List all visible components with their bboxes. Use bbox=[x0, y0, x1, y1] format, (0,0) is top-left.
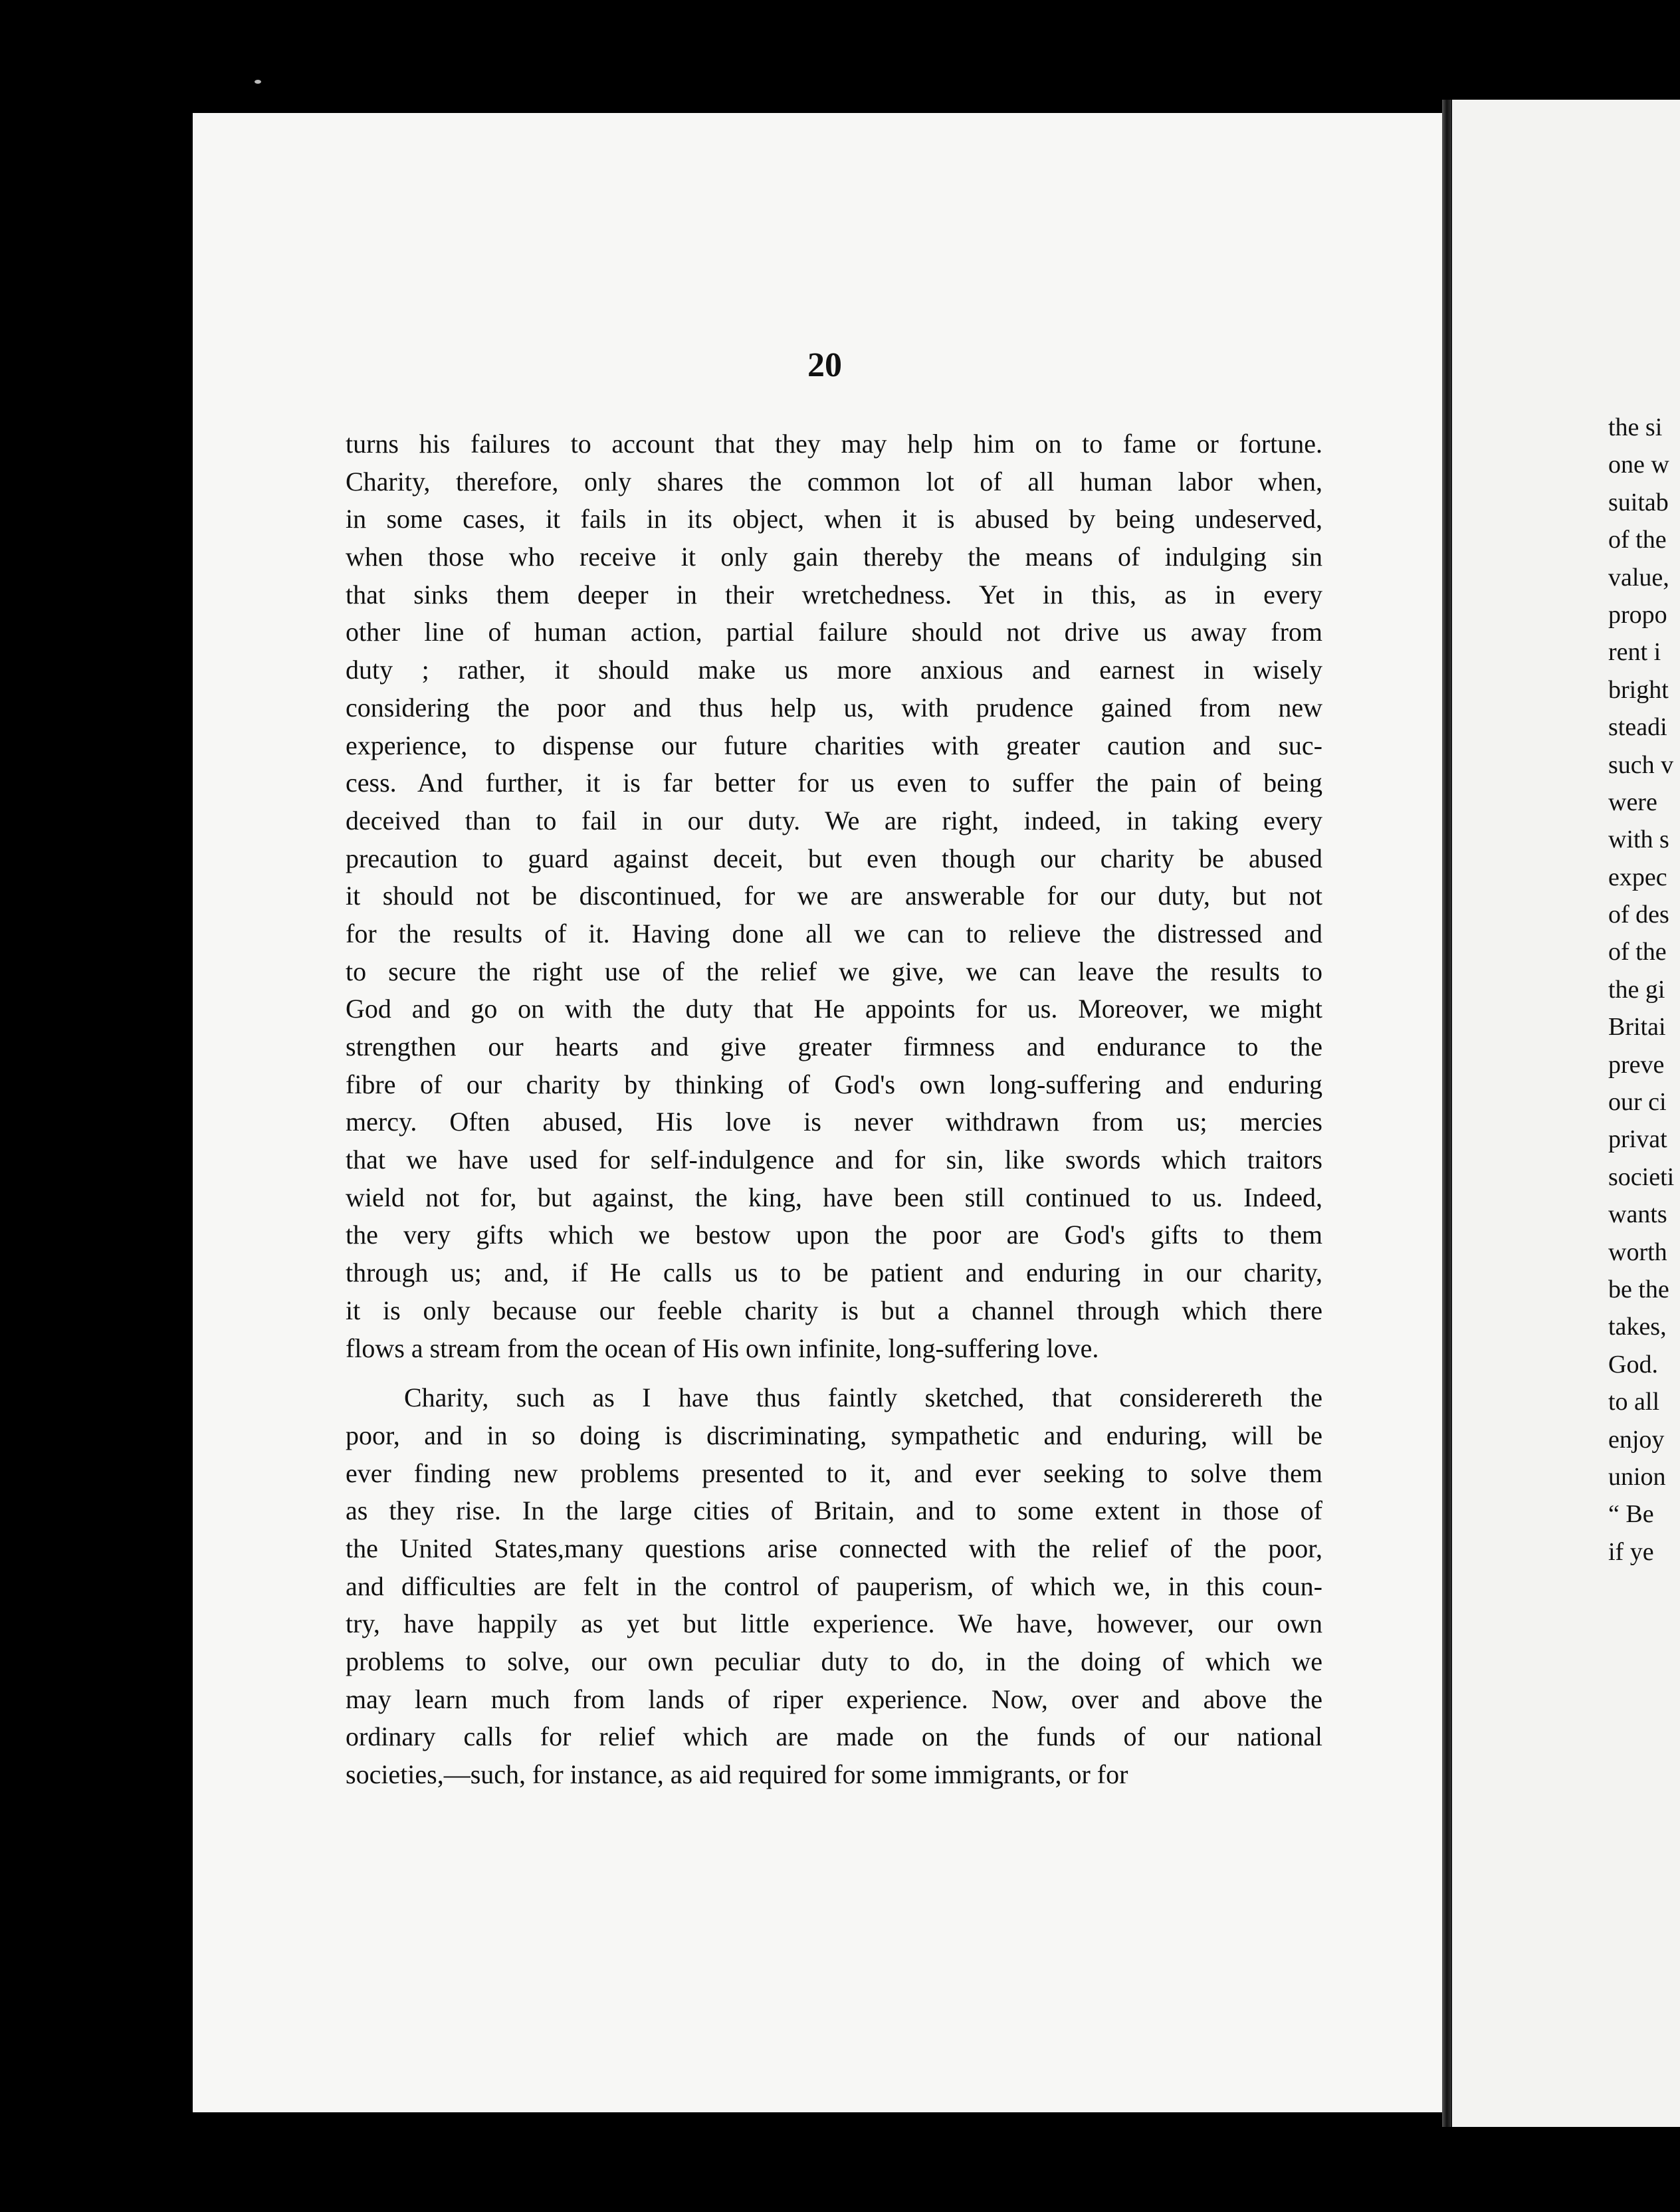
text-line: poor, and in so doing is discriminating, sympathetic and enduring, will be bbox=[346, 1420, 1322, 1450]
right-page-line: value, bbox=[1608, 563, 1669, 592]
right-page-line: rent i bbox=[1608, 638, 1661, 667]
right-page-line: the gi bbox=[1608, 975, 1665, 1004]
text-line: through us; and, if He calls us to be patient and enduring in our charity, bbox=[346, 1258, 1322, 1288]
text-line: the very gifts which we bestow upon the poor are God's gifts to them bbox=[346, 1220, 1322, 1250]
right-page-line: propo bbox=[1608, 600, 1667, 629]
right-page-line: union bbox=[1608, 1462, 1666, 1491]
text-line: Charity, therefore, only shares the common lot of all human labor when, bbox=[346, 466, 1322, 497]
right-page-line: with s bbox=[1608, 826, 1669, 854]
right-page-line: such v bbox=[1608, 750, 1674, 779]
text-line: fibre of our charity by thinking of God's own long-suffering and enduring bbox=[346, 1069, 1322, 1099]
paragraph-1 bbox=[346, 425, 1322, 1367]
text-line: duty ; rather, it should make us more anxious and earnest in wisely bbox=[346, 655, 1322, 685]
text-line: mercy. Often abused, His love is never withdrawn from us; mercies bbox=[346, 1107, 1322, 1137]
text-line: turns his failures to account that they may help him on to fame or fortune. bbox=[346, 429, 1322, 459]
text-line: God and go on with the duty that He appoints for us. Moreover, we might bbox=[346, 994, 1322, 1024]
right-page-line: our ci bbox=[1608, 1088, 1667, 1117]
text-line: wield not for, but against, the king, have been still continued to us. Indeed, bbox=[346, 1182, 1322, 1212]
right-page-text bbox=[1608, 409, 1680, 1571]
right-page-line: enjoy bbox=[1608, 1425, 1665, 1454]
right-page-line: expec bbox=[1608, 863, 1667, 891]
text-line: cess. And further, it is far better for us even to suffer the pain of being bbox=[346, 768, 1322, 798]
right-page-line: were bbox=[1608, 788, 1657, 816]
right-page-line: “ Be bbox=[1608, 1500, 1654, 1529]
right-page-line: preve bbox=[1608, 1050, 1665, 1079]
right-page-line: societi bbox=[1608, 1162, 1675, 1191]
right-page-line: Britai bbox=[1608, 1013, 1666, 1042]
right-page-line: privat bbox=[1608, 1125, 1667, 1154]
right-page-line: takes, bbox=[1608, 1313, 1667, 1341]
book-gutter bbox=[1442, 100, 1451, 2127]
text-line: societies,—such, for instance, as aid required for some immigrants, or for bbox=[346, 1759, 1128, 1790]
text-line: it is only because our feeble charity is but a channel through which there bbox=[346, 1295, 1322, 1325]
right-page-line: bright bbox=[1608, 675, 1669, 704]
right-page-line: of des bbox=[1608, 901, 1669, 929]
text-line: for the results of it. Having done all we can to relieve the distressed and bbox=[346, 918, 1322, 948]
text-line: it should not be discontinued, for we are answerable for our duty, but not bbox=[346, 881, 1322, 911]
right-page-line: one w bbox=[1608, 451, 1669, 479]
right-page-line: to all bbox=[1608, 1388, 1660, 1416]
text-line: flows a stream from the ocean of His own infinite, long-suffering love. bbox=[346, 1333, 1099, 1363]
text-line: deceived than to fail in our duty. We are right, indeed, in taking every bbox=[346, 805, 1322, 835]
page-number: 20 bbox=[807, 346, 842, 384]
text-line: ever finding new problems presented to it, and ever seeking to solve them bbox=[346, 1458, 1322, 1488]
right-page-line: the si bbox=[1608, 413, 1663, 441]
text-line: try, have happily as yet but little experience. We have, however, our own bbox=[346, 1608, 1322, 1639]
right-page-line: wants bbox=[1608, 1200, 1667, 1229]
text-line: problems to solve, our own peculiar duty to do, in the doing of which we bbox=[346, 1646, 1322, 1676]
text-line: precaution to guard against deceit, but even though our charity be abused bbox=[346, 843, 1322, 873]
text-line: strengthen our hearts and give greater firmness and endurance to the bbox=[346, 1032, 1322, 1061]
right-page-line: if ye bbox=[1608, 1537, 1654, 1566]
paragraph-2 bbox=[346, 1379, 1322, 1794]
body-text bbox=[346, 425, 1322, 1794]
right-page-line: suitab bbox=[1608, 488, 1669, 516]
right-page-line: of the bbox=[1608, 938, 1667, 966]
dust-speck bbox=[255, 80, 261, 84]
right-page-line: God. bbox=[1608, 1350, 1658, 1379]
right-page-line: worth bbox=[1608, 1238, 1667, 1266]
right-page-line: steadi bbox=[1608, 713, 1667, 742]
right-page-line: of the bbox=[1608, 526, 1667, 554]
text-line: the United States,many questions arise connected with the relief of the poor, bbox=[346, 1533, 1322, 1563]
text-line: when those who receive it only gain thereby the means of indulging sin bbox=[346, 542, 1322, 572]
text-line: that we have used for self-indulgence and for sin, like swords which traitors bbox=[346, 1145, 1322, 1175]
right-page-line: be the bbox=[1608, 1275, 1669, 1303]
text-line: and difficulties are felt in the control of pauperism, of which we, in this coun- bbox=[346, 1571, 1322, 1601]
text-line: other line of human action, partial failure should not drive us away from bbox=[346, 617, 1322, 647]
text-line: that sinks them deeper in their wretchedness. Yet in this, as in every bbox=[346, 579, 1322, 609]
text-line: Charity, such as I have thus faintly sketched, that considerereth the bbox=[404, 1382, 1322, 1413]
text-line: as they rise. In the large cities of Britain, and to some extent in those of bbox=[346, 1495, 1322, 1526]
text-line: ordinary calls for relief which are made on the funds of our national bbox=[346, 1721, 1322, 1752]
text-line: experience, to dispense our future charities with greater caution and suc- bbox=[346, 730, 1322, 760]
text-line: considering the poor and thus help us, with prudence gained from new bbox=[346, 692, 1322, 722]
text-line: may learn much from lands of riper experience. Now, over and above the bbox=[346, 1684, 1322, 1714]
text-line: to secure the right use of the relief we give, we can leave the results to bbox=[346, 956, 1322, 986]
text-line: in some cases, it fails in its object, when it is abused by being undeserved, bbox=[346, 504, 1322, 534]
